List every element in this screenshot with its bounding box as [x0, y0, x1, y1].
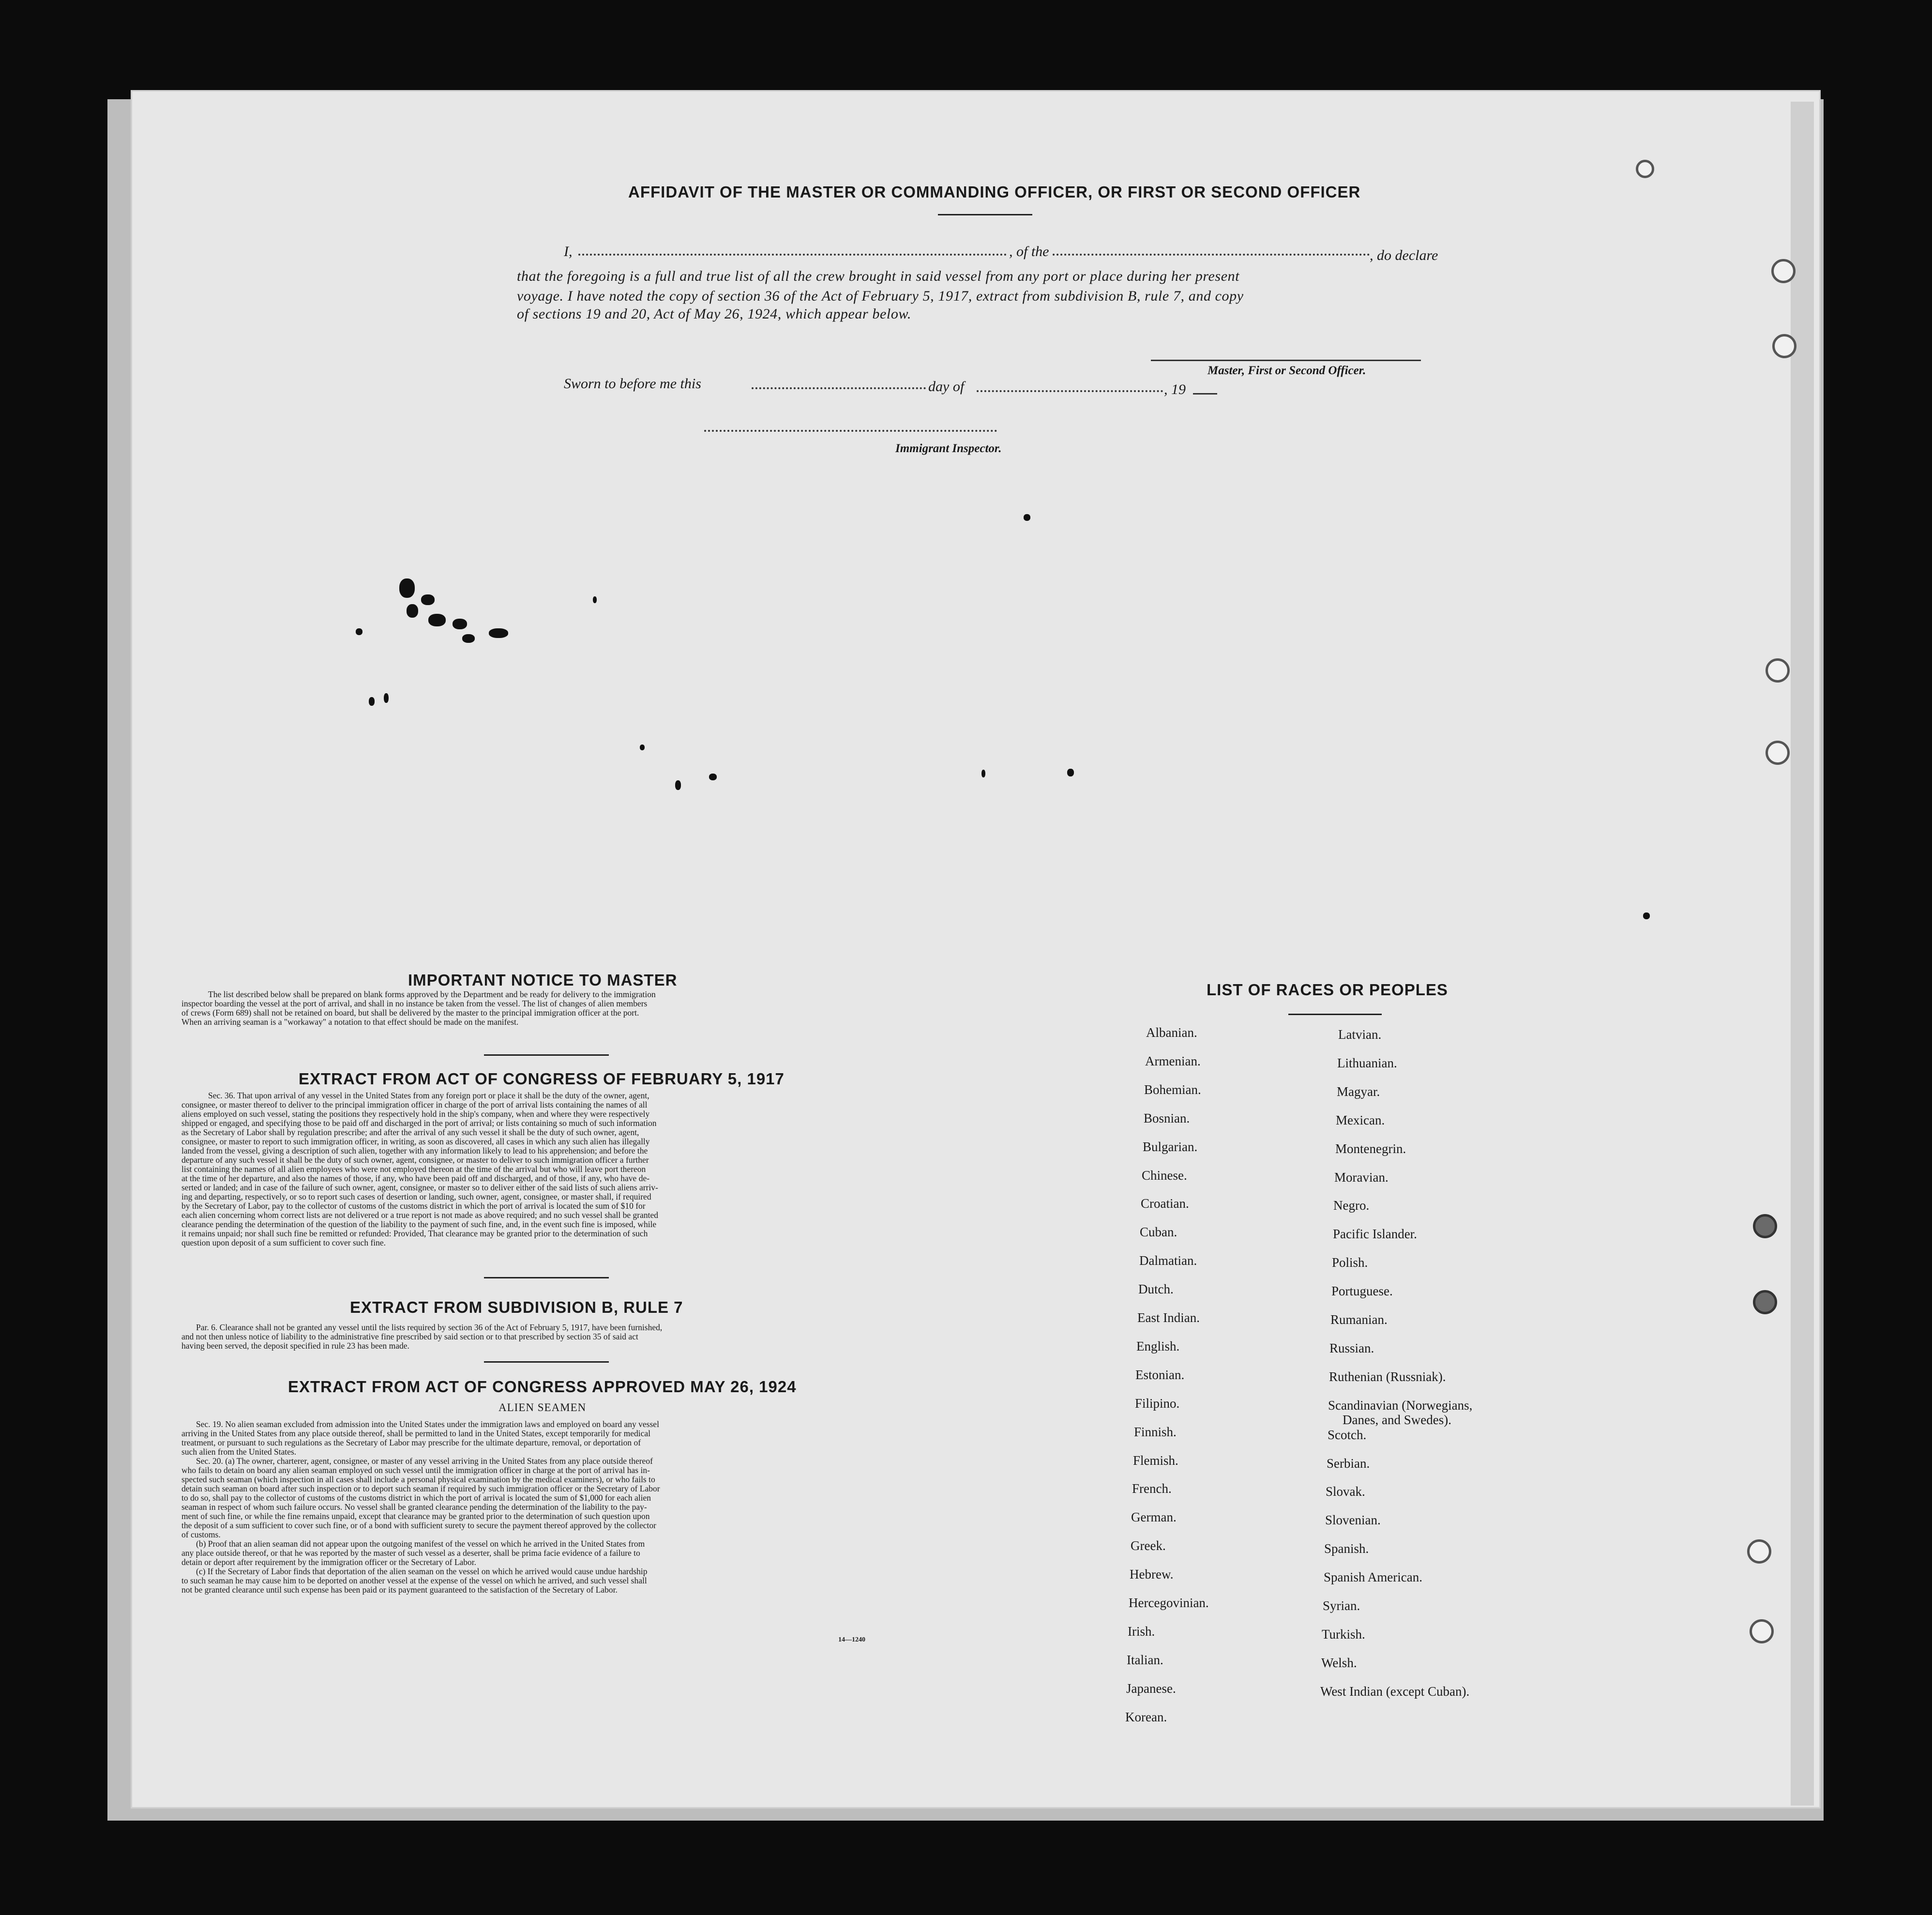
- extract-1924-title: EXTRACT FROM ACT OF CONGRESS APPROVED MAY 26, 1924: [288, 1378, 797, 1396]
- race-item: Bosnian.: [1144, 1111, 1190, 1125]
- race-item: Spanish.: [1324, 1541, 1369, 1556]
- extract-1917-line: consignee, or master thereof to deliver to the principal immigration officer in charge of the port of arrival lists containing the names of all: [181, 1100, 648, 1109]
- sworn-label: Sworn to before me this: [564, 376, 701, 392]
- race-item: East Indian.: [1137, 1310, 1200, 1325]
- race-item: Montenegrin.: [1335, 1141, 1406, 1156]
- extract-1924-line: treatment, or pursuant to such regulations as the Secretary of Labor may prescribe for the ultimate departure, removal, or deportation of: [181, 1438, 641, 1447]
- affidavit-body-line-1: that the foregoing is a full and true list of all the crew brought in said vessel from any port or place during her present: [517, 268, 1240, 284]
- sworn-day-field[interactable]: [752, 387, 926, 389]
- race-item: Bohemian.: [1144, 1082, 1201, 1097]
- notice-line: The list described below shall be prepared on blank forms approved by the Department and be ready for delivery to the immigration: [208, 989, 656, 999]
- race-item: Polish.: [1332, 1255, 1368, 1270]
- punch-hole: [1636, 160, 1654, 178]
- sworn-year-field[interactable]: [1193, 393, 1217, 395]
- race-item: Scotch.: [1328, 1428, 1367, 1442]
- affidavit-i-label: I,: [564, 243, 573, 259]
- extract-rule7-title: EXTRACT FROM SUBDIVISION B, RULE 7: [350, 1298, 683, 1316]
- extract-rule7-rule: [484, 1361, 609, 1363]
- ink-blot: [675, 780, 681, 790]
- race-item: Rumanian.: [1330, 1312, 1388, 1327]
- extract-1917-line: each alien concerning whom correct lists are not delivered or a true report is not made as above required; and no such vessel shall be granted: [181, 1210, 658, 1220]
- race-item: Turkish.: [1322, 1627, 1365, 1641]
- affidavit-of-the-label: , of the: [1009, 243, 1049, 259]
- races-title: LIST OF RACES OR PEOPLES: [1207, 981, 1448, 999]
- extract-1917-line: serted or landed; and in case of the failure of such owner, agent, consignee, or master so to deliver either of the said lists of such aliens arriv-: [181, 1183, 658, 1192]
- extract-1917-line: it remains unpaid; nor shall such fine be remitted or refunded: Provided, That clearance may be granted prior to the determination of such: [181, 1229, 648, 1238]
- extract-1924-line: detain such seaman on board after such inspection or to deport such seaman if required by such immigration officer or the Secretary of Labor: [181, 1484, 660, 1493]
- ink-blot: [407, 604, 418, 618]
- race-item: German.: [1131, 1510, 1177, 1524]
- race-item: Hercegovinian.: [1129, 1596, 1209, 1610]
- affidavit-title: AFFIDAVIT OF THE MASTER OR COMMANDING OFFICER, OR FIRST OR SECOND OFFICER: [628, 183, 1361, 201]
- extract-1917-line: Sec. 36. That upon arrival of any vessel in the United States from any foreign port or place it shall be the duty of the owner, agent,: [208, 1091, 649, 1100]
- extract-1917-line: consignee, or master to report to such immigration officer, in writing, as soon as discovered, all cases in which any such alien has illegally: [181, 1137, 650, 1146]
- race-item: Slovenian.: [1325, 1513, 1381, 1527]
- extract-1924-line: not be granted clearance until such expense has been paid or its payment guaranteed to the satisfaction of the Secretary of Labor.: [181, 1585, 618, 1595]
- notice-line: of crews (Form 689) shall not be retained on board, but shall be delivered by the master to the principal immigration officer at the port.: [181, 1008, 639, 1018]
- punch-hole: [1766, 741, 1790, 765]
- race-item: Hebrew.: [1130, 1567, 1174, 1581]
- race-item: French.: [1132, 1481, 1172, 1496]
- ink-blot: [1643, 912, 1650, 919]
- extract-1917-line: list containing the names of all alien employees who were not employed thereon at the time of the arrival but who will leave port thereon: [181, 1164, 646, 1174]
- extract-1924-line: of customs.: [181, 1530, 221, 1539]
- extract-1917-line: shipped or engaged, and specifying those to be paid off and discharged in the port of arrival; or lists containing so much of such information: [181, 1118, 657, 1128]
- extract-1924-subtitle: ALIEN SEAMEN: [498, 1401, 587, 1413]
- extract-1917-line: as the Secretary of Labor shall by regulation prescribe; and after the arrival of any such vessel it shall be the duty of such owner, agent,: [181, 1127, 639, 1137]
- extract-1924-line: who fails to detain on board any alien seaman employed on such vessel until the immigration officer in charge at the port of arrival has in-: [181, 1465, 650, 1475]
- race-item: Negro.: [1333, 1198, 1370, 1213]
- affidavit-do-declare-label: , do declare: [1370, 247, 1438, 263]
- inspector-signature-field[interactable]: [704, 430, 997, 432]
- race-item: Italian.: [1127, 1653, 1163, 1667]
- ink-blot: [428, 614, 446, 626]
- ink-blot: [593, 596, 597, 603]
- race-item: Spanish American.: [1324, 1570, 1422, 1584]
- extract-1924-line: arriving in the United States from any place outside thereof, shall be permitted to land in the United States, except temporarily for medical: [181, 1429, 651, 1438]
- race-item: English.: [1136, 1339, 1180, 1353]
- punch-hole: [1766, 658, 1790, 683]
- extract-1924-line: such alien from the United States.: [181, 1447, 297, 1457]
- race-item: Greek.: [1131, 1538, 1166, 1553]
- affidavit-name-field[interactable]: [578, 254, 1007, 256]
- extract-1924-line: spected such seaman (which inspection in all cases shall include a personal physical examination by the medical examiners), or who fails to: [181, 1474, 655, 1484]
- punch-hole: [1753, 1290, 1777, 1314]
- race-item: Cuban.: [1140, 1225, 1177, 1239]
- extract-rule7-text: [181, 1323, 915, 1351]
- extract-1924-text: [181, 1420, 915, 1595]
- extract-1917-line: aliens employed on such vessel, stating the positions they respectively hold in the ship's company, when and where they were respectively: [181, 1109, 650, 1119]
- race-item: West Indian (except Cuban).: [1320, 1684, 1470, 1699]
- affidavit-vessel-field[interactable]: [1053, 254, 1370, 256]
- master-signature-label: Master, First or Second Officer.: [1208, 364, 1366, 377]
- race-item: Syrian.: [1323, 1598, 1360, 1613]
- affidavit-body-line-2: voyage. I have noted the copy of section 36 of the Act of February 5, 1917, extract from subdivision B, rule 7, and copy: [517, 288, 1244, 304]
- year-label: , 19: [1164, 381, 1186, 397]
- race-item: Filipino.: [1135, 1396, 1180, 1411]
- extract-1924-line: to such seaman he may cause him to be deported on another vessel at the expense of the vessel on which he arrived, and such vessel shall: [181, 1576, 647, 1585]
- extract-1917-line: ing and departing, respectively, or so to report such cases of desertion or landing, such owner, agent, consignee, or master shall, if required: [181, 1192, 651, 1201]
- notice-text: [181, 990, 915, 1027]
- ink-blot: [709, 774, 717, 780]
- ink-blot: [384, 693, 389, 703]
- extract-1917-title: EXTRACT FROM ACT OF CONGRESS OF FEBRUARY 5, 1917: [299, 1070, 785, 1088]
- extract-1917-line: at the time of her departure, and also the names of those, if any, who have been paid off and discharged, and of those, if any, who have de-: [181, 1173, 650, 1183]
- ink-blot: [640, 745, 645, 750]
- race-item: Ruthenian (Russniak).: [1329, 1369, 1446, 1384]
- punch-hole: [1750, 1619, 1774, 1643]
- ink-blot: [399, 578, 415, 598]
- notice-line: When an arriving seaman is a "workaway" a notation to that effect should be made on the manifest.: [181, 1017, 519, 1027]
- race-item: Mexican.: [1336, 1113, 1385, 1127]
- extract-1924-line: to do so, shall pay to the collector of customs of the customs district in which the port of arrival is located the sum of $1,000 for each alien: [181, 1493, 651, 1503]
- extract-1924-line: seaman in respect of whom such failure occurs. No vessel shall be granted clearance pending the determination of the liability to the pay-: [181, 1502, 647, 1512]
- race-item: Scandinavian (Norwegians,: [1328, 1398, 1473, 1413]
- affidavit-body-line-3: of sections 19 and 20, Act of May 26, 1924, which appear below.: [517, 306, 911, 322]
- punch-hole: [1747, 1539, 1771, 1564]
- extract-1924-line: any place outside thereof, or that he was reported by the master of such vessel as a deserter, shall be prima facie evidence of a failure to: [181, 1548, 640, 1558]
- race-item: Croatian.: [1141, 1196, 1189, 1211]
- race-item: Flemish.: [1133, 1453, 1178, 1468]
- race-item: Finnish.: [1134, 1425, 1177, 1439]
- race-item: Chinese.: [1142, 1168, 1187, 1183]
- day-of-label: day of: [928, 379, 965, 395]
- race-item: Moravian.: [1334, 1170, 1389, 1185]
- sworn-month-field[interactable]: [977, 390, 1163, 392]
- race-item: Dutch.: [1138, 1282, 1174, 1296]
- race-item: Welsh.: [1321, 1656, 1357, 1670]
- notice-rule: [484, 1054, 609, 1056]
- race-item-continuation: Danes, and Swedes).: [1343, 1413, 1451, 1427]
- extract-1917-line: clearance pending the determination of the question of the liability to the payment of such fine, and, in the event such fine is imposed, while: [181, 1219, 657, 1229]
- extract-1924-line: Sec. 20. (a) The owner, charterer, agent, consignee, or master of any vessel arriving in the United States from any place outside thereof: [196, 1456, 653, 1466]
- page-edge: [1791, 102, 1814, 1806]
- ink-blot: [1067, 769, 1074, 776]
- race-item: Magyar.: [1337, 1084, 1380, 1099]
- extract-1924-line: the deposit of a sum sufficient to cover such fine, or of a bond with sufficient surety to secure the payment thereof approved by the collector: [181, 1520, 656, 1530]
- race-item: Lithuanian.: [1337, 1056, 1397, 1070]
- extract-1924-line: detain or deport after requirement by the immigration officer or the Secretary of Labor.: [181, 1557, 477, 1567]
- affidavit-title-rule: [938, 214, 1032, 215]
- race-item: Latvian.: [1338, 1027, 1382, 1042]
- extract-rule7-line: and not then unless notice of liability to the administrative fine prescribed by said section or to that prescribed by section 35 of said act: [181, 1332, 638, 1341]
- ink-blot: [356, 628, 362, 635]
- race-item: Bulgarian.: [1143, 1140, 1198, 1154]
- notice-title: IMPORTANT NOTICE TO MASTER: [408, 971, 678, 989]
- form-number: 14—1240: [838, 1636, 865, 1643]
- race-item: Albanian.: [1146, 1025, 1197, 1040]
- extract-rule7-line: Par. 6. Clearance shall not be granted any vessel until the lists required by section 36 of the Act of February 5, 1917, have been furnished,: [196, 1322, 663, 1332]
- extract-1924-line: (b) Proof that an alien seaman did not appear upon the outgoing manifest of the vessel on which he arrived in the United States from: [196, 1539, 645, 1549]
- inspector-label: Immigrant Inspector.: [895, 442, 1002, 455]
- punch-hole: [1771, 259, 1796, 283]
- extract-1917-rule: [484, 1277, 609, 1278]
- race-item: Korean.: [1125, 1710, 1167, 1724]
- notice-line: inspector boarding the vessel at the port of arrival, and shall in no instance be taken from the vessel. The list of changes of alien members: [181, 999, 648, 1008]
- extract-1917-line: departure of any such vessel it shall be the duty of such owner, agent, consignee, or master to deliver to such immigration officer a further: [181, 1155, 649, 1165]
- punch-hole: [1753, 1214, 1777, 1238]
- race-item: Slovak.: [1326, 1484, 1365, 1499]
- extract-1917-line: question upon deposit of a sum sufficient to cover such fine.: [181, 1238, 386, 1247]
- extract-rule7-line: having been served, the deposit specified in rule 23 has been made.: [181, 1341, 409, 1351]
- extract-1924-line: Sec. 19. No alien seaman excluded from admission into the United States under the immigration laws and employed on board any vessel: [196, 1419, 659, 1429]
- race-item: Estonian.: [1135, 1368, 1185, 1382]
- race-item: Russian.: [1329, 1341, 1374, 1355]
- race-item: Dalmatian.: [1139, 1253, 1197, 1268]
- race-item: Portuguese.: [1331, 1284, 1393, 1298]
- race-item: Armenian.: [1145, 1054, 1201, 1068]
- races-title-rule: [1288, 1014, 1382, 1015]
- extract-1924-line: ment of such fine, or while the fine remains unpaid, except that clearance may be granted prior to the determination of such question upon: [181, 1511, 650, 1521]
- ink-blot: [489, 628, 508, 638]
- extract-1924-line: (c) If the Secretary of Labor finds that deportation of the alien seaman on the vessel on which he arrived would cause undue hardship: [196, 1566, 648, 1576]
- extract-1917-line: landed from the vessel, giving a description of such alien, together with any information likely to lead to his apprehension; and before the: [181, 1146, 648, 1155]
- punch-hole: [1772, 334, 1796, 358]
- race-item: Serbian.: [1327, 1456, 1370, 1471]
- extract-1917-text: [181, 1091, 915, 1247]
- ink-blot: [453, 619, 467, 629]
- ink-blot: [421, 594, 435, 605]
- ink-blot: [981, 770, 985, 777]
- race-item: Irish.: [1128, 1624, 1155, 1639]
- ink-blot: [462, 634, 475, 643]
- ink-blot: [369, 697, 375, 706]
- race-item: Pacific Islander.: [1333, 1227, 1417, 1241]
- extract-1917-line: by the Secretary of Labor, pay to the collector of customs of the customs district in which the port of arrival is located the sum of $10 for: [181, 1201, 646, 1211]
- master-signature-field[interactable]: [1151, 360, 1421, 361]
- race-item: Japanese.: [1126, 1681, 1176, 1696]
- ink-blot: [1024, 514, 1030, 521]
